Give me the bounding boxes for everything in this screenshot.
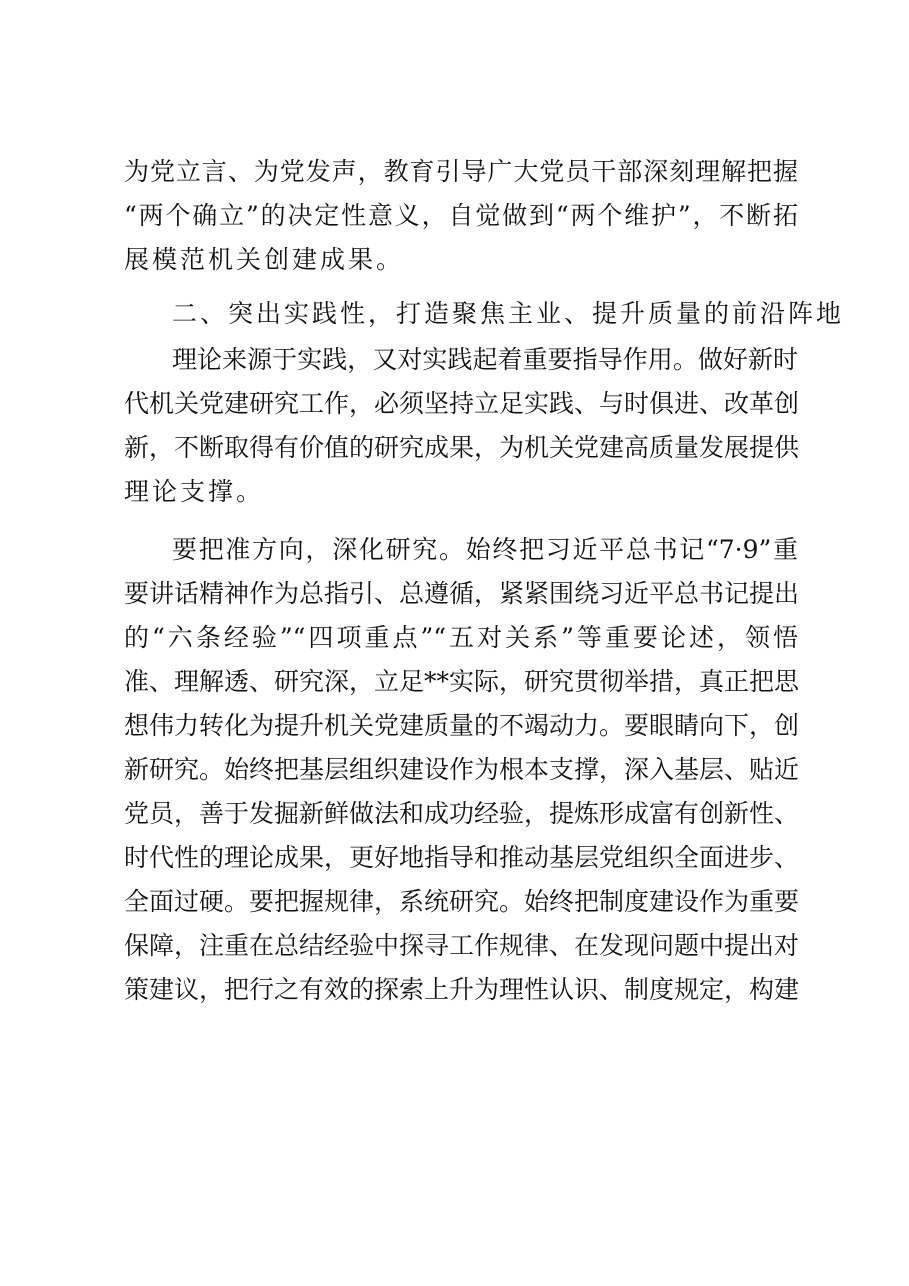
paragraph-3-line-11: 策建议，把行之有效的探索上升为理性认识、制度规定，构建 bbox=[124, 975, 800, 1004]
paragraph-2 bbox=[124, 338, 798, 514]
paragraph-3-line-3: 的“六条经验”“四项重点”“五对关系”等重要论述，领悟 bbox=[124, 623, 798, 652]
paragraph-3-line-8: 时代性的理论成果，更好地指导和推动基层党组织全面进步、 bbox=[124, 843, 800, 872]
paragraph-1-line-3: 展模范机关创建成果。 bbox=[124, 245, 405, 274]
paragraph-2-line-3: 新，不断取得有价值的研究成果，为机关党建高质量发展提供 bbox=[124, 433, 800, 462]
paragraph-3 bbox=[124, 528, 798, 1012]
paragraph-3-line-9: 全面过硬。要把握规律，系统研究。始终把制度建设作为重要 bbox=[124, 887, 800, 916]
paragraph-3-line-2: 要讲话精神作为总指引、总遵循，紧紧围绕习近平总书记提出 bbox=[124, 579, 800, 608]
paragraph-3-line-5: 想伟力转化为提升机关党建质量的不竭动力。要眼睛向下，创 bbox=[124, 711, 800, 740]
paragraph-3-line-4: 准、理解透、研究深，立足**实际，研究贯彻举措，真正把思 bbox=[124, 667, 800, 696]
paragraph-2-line-4: 理论支撑。 bbox=[124, 477, 265, 506]
paragraph-1-line-2: “两个确立”的决定性意义，自觉做到“两个维护”，不断拓 bbox=[124, 201, 798, 230]
paragraph-3-line-1: 要把准方向，深化研究。始终把习近平总书记“7·9”重 bbox=[172, 535, 798, 564]
paragraph-3-line-7: 党员，善于发掘新鲜做法和成功经验，提炼形成富有创新性、 bbox=[124, 799, 800, 828]
document-body bbox=[124, 150, 845, 1012]
paragraph-3-line-10: 保障，注重在总结经验中探寻工作规律、在发现问题中提出对 bbox=[124, 931, 800, 960]
section-heading: 二、突出实践性，打造聚焦主业、提升质量的前沿阵地 bbox=[172, 299, 845, 328]
paragraph-2-line-1: 理论来源于实践，又对实践起着重要指导作用。做好新时 bbox=[172, 345, 798, 374]
paragraph-1 bbox=[124, 150, 798, 282]
paragraph-1-line-1: 为党立言、为党发声，教育引导广大党员干部深刻理解把握 bbox=[124, 157, 798, 186]
paragraph-2-line-2: 代机关党建研究工作，必须坚持立足实践、与时俱进、改革创 bbox=[124, 389, 800, 418]
paragraph-3-line-6: 新研究。始终把基层组织建设作为根本支撑，深入基层、贴近 bbox=[124, 755, 800, 784]
